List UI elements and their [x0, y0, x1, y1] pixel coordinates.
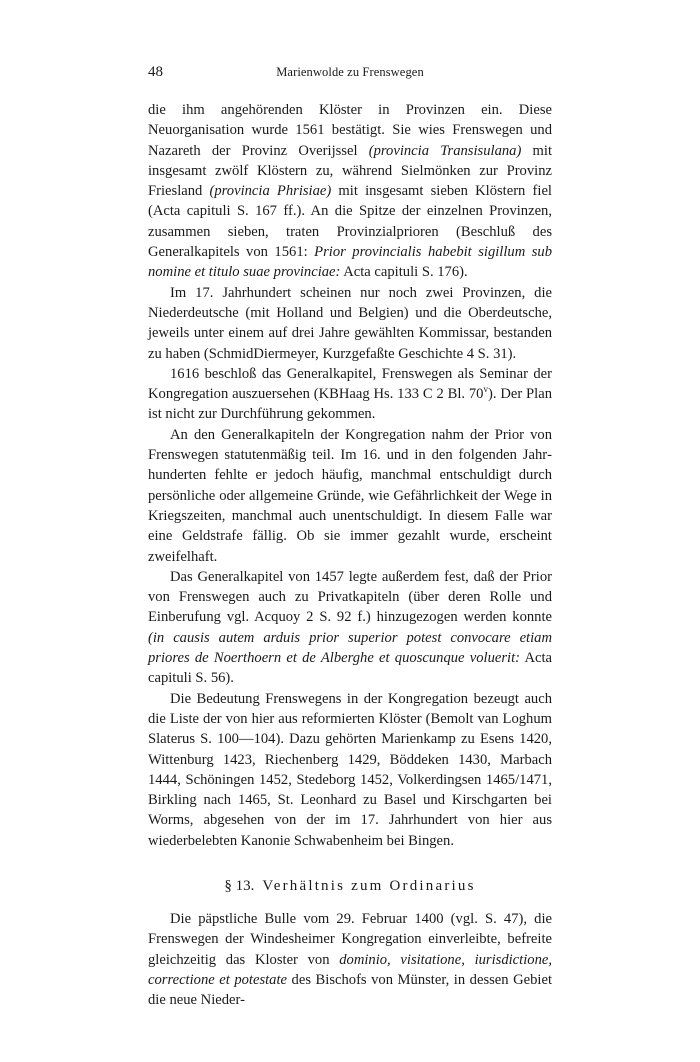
paragraph: [148, 364, 552, 425]
italic-text: Prior provincialis habebit sigillum sub nomine et titulo suae provinciae:: [148, 244, 552, 281]
text-run: Acta capituli S. 56).: [148, 650, 552, 687]
text-run: ). Der Plan ist nicht zur Durchführung gekommen.: [148, 386, 552, 423]
running-head: [148, 64, 552, 86]
page-number: 48: [148, 64, 163, 80]
text-run: des Bischofs von Münster, in dessen Gebiet die neue Nieder-: [148, 971, 553, 1009]
book-page: [148, 64, 552, 1010]
paragraph: [148, 567, 552, 689]
body-text: [148, 100, 552, 851]
text-run: mit insgesamt zwölf Klöstern zu, während Sielmönken zur Provinz Friesland: [148, 142, 553, 200]
italic-text: (provincia Phrisiae): [209, 183, 332, 200]
paragraph: [148, 100, 552, 283]
text-run: Die Bedeutung Frenswegens in der Kongregation bezeugt auch die Liste der von hier aus reformierten Klöster (Bemolt van Loghum Slaterus S. 100—104). Dazu gehörten Marienkamp zu Esens 1420, Wittenburg 1423, Riechenberg 1429, Böddeken 1430, Marbach 1444, Schöningen 1452, Stedeborg 1452, Volkerdingsen 1465/1471, Birkling nach 1465, St. Leonhard zu Basel und Kirschgarten bei Worms, abgesehen von der im 17. Jahrhundert von hier aus wiederbelebten Kanonie Schwabenheim bei Bingen.: [148, 690, 552, 849]
text-run: An den Generalkapiteln der Kongregation nahm der Prior von Frenswegen statutenmäßig teil. Im 16. und in den folgenden Jahrhunderten fehlte er jedoch häufig, manchmal entschuldigt durch persönliche oder allgemeine Gründe, wie Gefährlichkeit der Wege in Kriegszeiten, manchmal auch unentschuldigt. In diesem Falle war eine Geldstrafe fällig. Ob sie immer gezahlt wurde, erscheint zweifelhaft.: [148, 426, 552, 565]
paragraph: [148, 689, 552, 851]
section-body-text: [148, 909, 552, 1010]
superscript: v: [483, 384, 488, 395]
text-run: die ihm angehörenden Klöster in Provinzen ein. Diese Neuorganisation wurde 1561 bestätigt. Sie wies Frenswegen und Nazareth der Provinz Overijssel: [148, 102, 552, 159]
italic-text: (provincia Transisulana): [368, 142, 522, 159]
paragraph: [148, 283, 552, 364]
running-title: Marienwolde zu Frenswegen: [276, 65, 424, 79]
text-run: Die päpstliche Bulle vom 29. Februar 1400 (vgl. S. 47), die Frenswegen der Windesheimer Kongregation einverleibte, befreite gleichzeitig das Kloster von: [148, 910, 552, 968]
italic-text: dominio, visitatione, iurisdictione, correctione et potestate: [148, 951, 552, 988]
section-heading: [148, 878, 552, 895]
section-title: Verhältnis zum Ordinarius: [262, 877, 476, 894]
section-sign: § 13.: [224, 877, 255, 894]
text-run: mit insgesamt sieben Klöstern fiel (Acta capituli S. 167 ff.). An die Spitze der einzelnen Provinzen, zusammen sieben, traten Provinzialprioren (Beschluß des Generalkapitels von 1561:: [148, 183, 552, 261]
text-run: Acta capituli S. 176).: [340, 264, 468, 281]
text-run: Das Generalkapitel von 1457 legte außerdem fest, daß der Prior von Frenswegen auch zu Privatkapiteln (über deren Rolle und Einberufung vgl. Acquoy 2 S. 92 f.) hinzugezogen werden konnte: [148, 568, 552, 626]
text-run: Im 17. Jahrhundert scheinen nur noch zwei Provinzen, die Niederdeutsche (mit Holland und Belgien) und die Oberdeutsche, jeweils unter einem auf drei Jahre gewählten Kommissar, bestanden zu haben (SchmidDiermeyer, Kurzgefaßte Geschichte 4 S. 31).: [148, 284, 552, 362]
paragraph: [148, 909, 552, 1010]
italic-text: (in causis autem arduis prior superior potest convocare etiam priores de Noerthoern et de Alberghe et quoscunque voluerit:: [148, 629, 552, 667]
text-run: 1616 beschloß das Generalkapitel, Frenswegen als Seminar der Kongregation auszuersehen (KBHaag Hs. 133 C 2 Bl. 70: [148, 365, 552, 403]
paragraph: [148, 425, 552, 567]
